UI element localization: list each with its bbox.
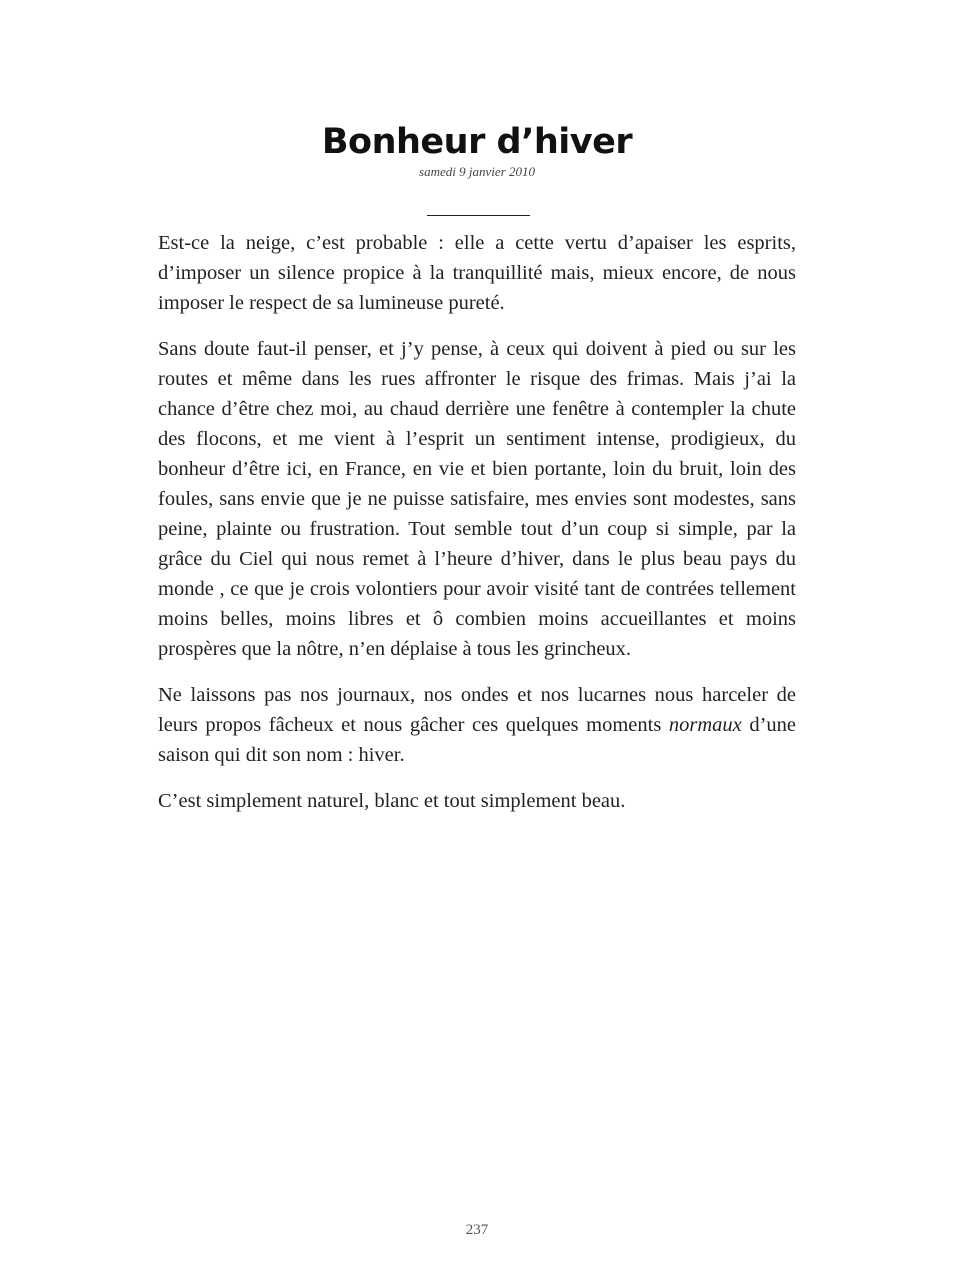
closing-paragraph: C’est simplement naturel, blanc et tout simplement beau. <box>158 790 626 812</box>
paragraph-3 <box>158 680 796 770</box>
paragraph-3-start: Ne laissons pas nos journaux, nos ondes et nos lucarnes nous harceler de leurs propos fâcheux et nous gâcher ces quelques moments <box>158 684 796 736</box>
title-divider <box>427 215 530 216</box>
page-number: 237 <box>465 1222 489 1238</box>
paragraph-3-end: d’une saison qui dit son nom : hiver. <box>158 714 796 766</box>
paragraph-1: Est-ce la neige, c’est probable : elle a cette vertu d’apaiser les esprits, d’imposer un silence propice à la tranquillité mais, mieux encore, de nous imposer le respect de sa lumineuse pureté. <box>158 232 796 314</box>
document-title: Bonheur d’hiver <box>321 122 633 162</box>
paragraph-2: Sans doute faut-il penser, et j’y pense, à ceux qui doivent à pied ou sur les routes et même dans les rues affronter le risque des frimas. Mais j’ai la chance d’être chez moi, au chaud derrière une fenêtre à contempler la chute des flocons, et me vient à l’esprit un sentiment intense, prodigieux, du bonheur d’être ici, en France, en vie et bien portante, loin du bruit, loin des foules, sans envie que je ne puisse satisfaire, mes envies sont modestes, sans peine, plainte ou frustration. Tout semble tout d’un coup si simple, par la grâce du Ciel qui nous remet à l’heure d’hiver, dans le plus beau pays du monde , ce que je crois volontiers pour avoir visité tant de contrées tellement moins belles, moins libres et ô combien moins accueillantes et moins prospères que la nôtre, n’en déplaise à tous les grincheux. <box>158 338 796 660</box>
body-text <box>158 228 796 832</box>
document-date: samedi 9 janvier 2010 <box>419 164 535 179</box>
paragraph-3-emphasis: normaux <box>668 714 742 736</box>
